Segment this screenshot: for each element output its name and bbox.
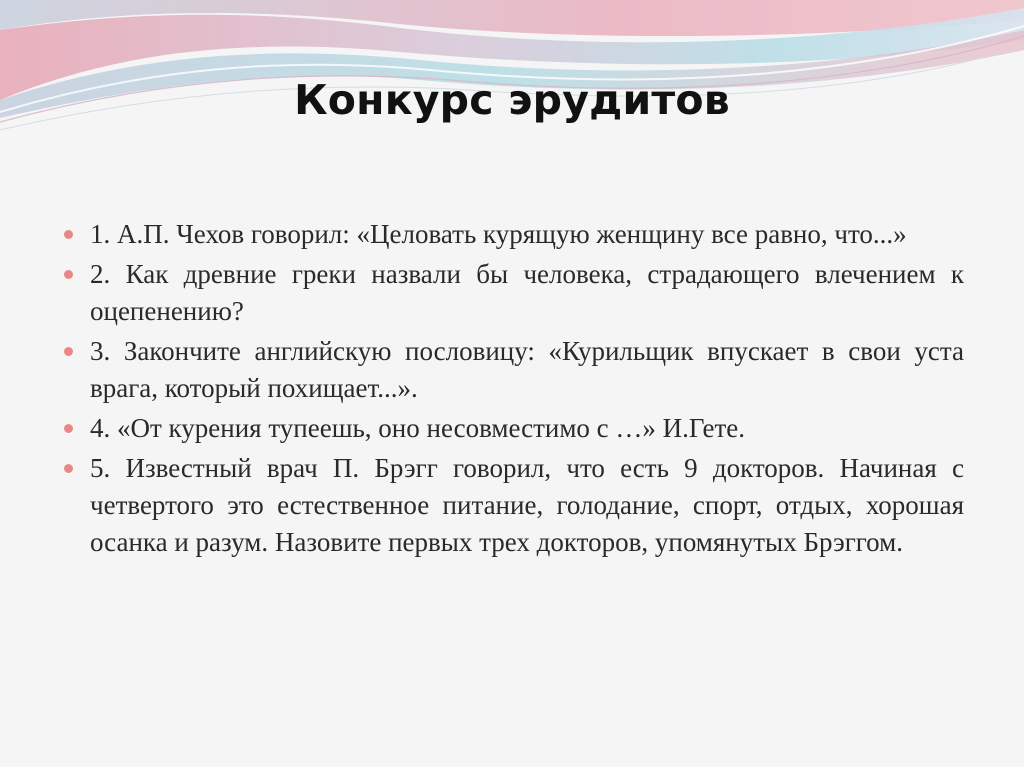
bullet-dot-icon	[64, 424, 73, 433]
list-item	[64, 450, 964, 561]
question-text: 5. Известный врач П. Брэгг говорил, что есть 9 докторов. Начиная с четвертого это естественное питание, голодание, спорт, отдых, хорошая осанка и разум. Назовите первых трех докторов, упомянутых Брэггом.	[90, 453, 964, 557]
bullet-dot-icon	[64, 347, 73, 356]
list-item	[64, 216, 964, 253]
question-text: 4. «От курения тупеешь, оно несовместимо с …» И.Гете.	[90, 413, 745, 443]
bullet-dot-icon	[64, 270, 73, 279]
list-item	[64, 256, 964, 330]
question-text: 1. А.П. Чехов говорил: «Целовать курящую женщину все равно, что...»	[90, 219, 907, 249]
bullet-dot-icon	[64, 230, 73, 239]
list-item	[64, 333, 964, 407]
question-text: 2. Как древние греки назвали бы человека, страдающего влечением к оцепенению?	[90, 259, 964, 326]
bullet-dot-icon	[64, 464, 73, 473]
slide-title: Конкурс эрудитов	[294, 76, 730, 124]
question-text: 3. Закончите английскую пословицу: «Курильщик впускает в свои уста врага, который похищает...».	[90, 336, 964, 403]
list-item	[64, 410, 964, 447]
decorative-wave-header	[0, 0, 1024, 150]
quiz-question-list	[64, 216, 964, 564]
